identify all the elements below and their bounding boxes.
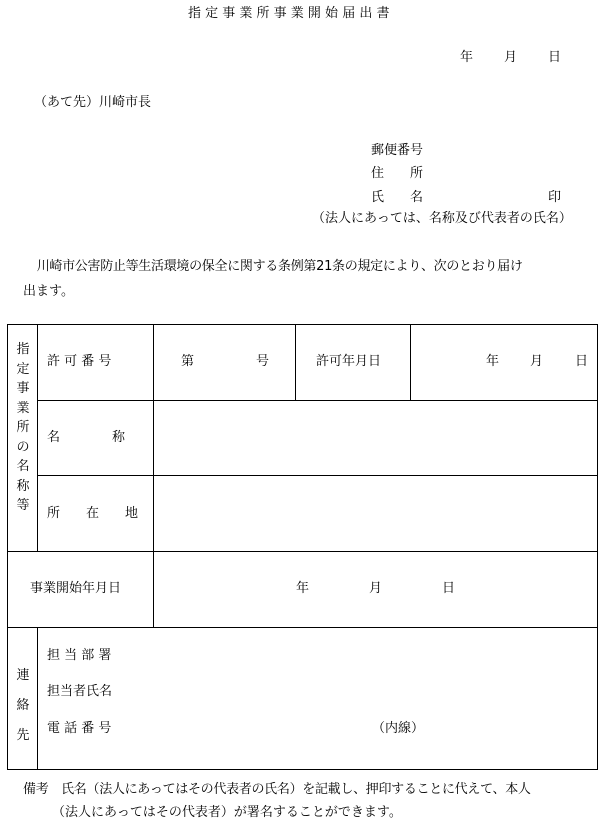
contact-header: 連絡先	[16, 668, 30, 743]
permit-number-prefix: 第	[181, 354, 195, 369]
seal-label: 印	[548, 190, 562, 205]
permit-number-suffix: 号	[256, 354, 270, 369]
day-label: 日	[548, 50, 562, 65]
start-date-label: 事業開始年月日	[30, 581, 122, 596]
page-title: 指 定 事 業 所 事 業 開 始 届 出 書	[188, 6, 390, 21]
postal-code-label: 郵便番号	[371, 143, 424, 158]
address-label: 住 所	[371, 166, 424, 181]
office-name-label: 名 称	[47, 430, 126, 445]
body-text-line2: 出ます。	[23, 284, 74, 299]
body-text-line1: 川崎市公害防止等生活環境の保全に関する条例第21条の規定により、次のとおり届け	[24, 259, 523, 274]
person-label: 担当者氏名	[47, 684, 113, 699]
remarks-line2: （法人にあってはその代表者）が署名することができます。	[52, 805, 402, 820]
permit-day: 日	[575, 354, 589, 369]
permit-number-label: 許 可 番 号	[47, 354, 112, 369]
department-label: 担 当 部 署	[47, 648, 112, 663]
start-day: 日	[442, 581, 456, 596]
permit-year: 年	[486, 354, 500, 369]
name-label: 氏 名	[371, 190, 424, 205]
start-year: 年	[296, 581, 310, 596]
year-label: 年	[460, 50, 474, 65]
permit-date-label: 許可年月日	[316, 354, 382, 369]
remarks-line1: 備考 氏名（法人にあってはその代表者の氏名）を記載し、押印することに代えて、本人	[23, 782, 531, 797]
start-month: 月	[369, 581, 383, 596]
phone-label: 電 話 番 号	[47, 721, 112, 736]
corp-note: （法人にあっては、名称及び代表者の氏名）	[312, 211, 572, 226]
office-location-label: 所 在 地	[47, 506, 139, 521]
addressee: （あて先）川崎市長	[34, 95, 152, 110]
month-label: 月	[504, 50, 518, 65]
extension-label: （内線）	[372, 721, 425, 736]
permit-month: 月	[530, 354, 544, 369]
designated-office-header: 指定事業所の名称等	[16, 342, 30, 513]
